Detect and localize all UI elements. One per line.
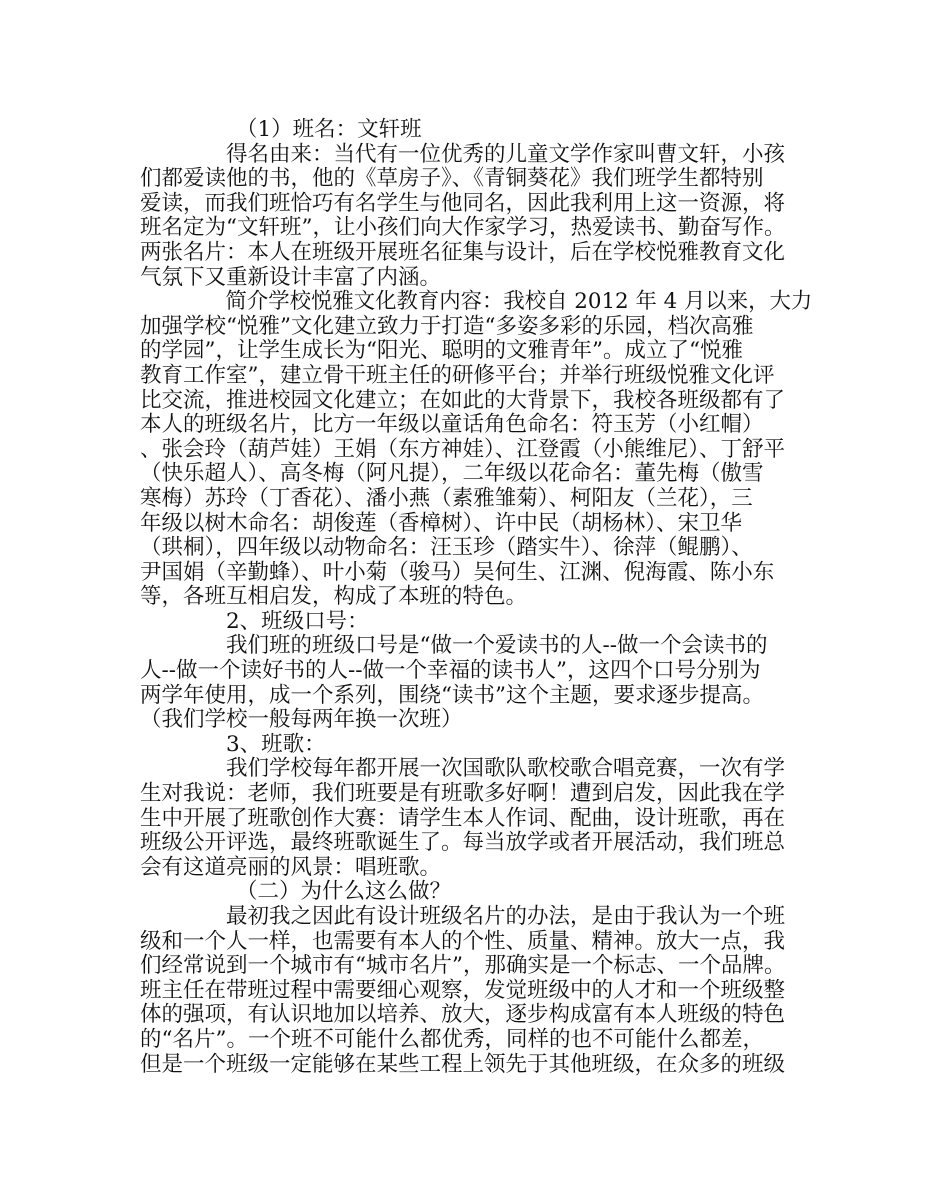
text-line: （我们学校一般每两年换一次班） — [140, 707, 463, 733]
text-line: 的“名片”。一个班不可能什么都优秀，同样的也不可能什么都差， — [140, 1026, 764, 1052]
text-line: 尹国娟（辛勤蜂）、叶小菊（骏马）吴何生、江渊、倪海霞、陈小东 — [140, 559, 775, 585]
text-line: 、张会玲（葫芦娃）王娟（东方神娃）、江登霞（小熊维尼）、丁舒平 — [140, 436, 786, 462]
text-line: 最初我之因此有设计班级名片的办法，是由于我认为一个班 — [226, 904, 786, 929]
document-body — [140, 118, 812, 1077]
text-line: 得名由来：当代有一位优秀的儿童文学作家叫曹文轩，小孩 — [226, 141, 786, 167]
text-line: 会有这道亮丽的风景：唱班歌。 — [140, 854, 442, 880]
text-line: 我们学校每年都开展一次国歌队歌校歌合唱竞赛，一次有学 — [226, 756, 786, 782]
text-line: 本人的班级名片，比方一年级以童话角色命名：符玉芳（小红帽） — [140, 412, 764, 438]
text-line: （1）班名：文轩班 — [236, 117, 422, 142]
text-line: 体的强项，有认识地加以培养、放大，逐步构成富有本人班级的特色 — [140, 1002, 786, 1028]
text-line: 加强学校“悦雅”文化建立致力于打造“多姿多彩的乐园，档次高雅 — [140, 313, 754, 339]
text-line: 简介学校悦雅文化教育内容：我校自 2012 年 4 月以来，大力 — [225, 289, 813, 315]
text-line: 班主任在带班过程中需要细心观察，发觉班级中的人才和一个班级整 — [140, 977, 786, 1003]
text-line: 班级公开评选，最终班歌诞生了。每当放学或者开展活动，我们班总 — [140, 830, 786, 856]
text-line: 的学园”，让学生成长为“阳光、聪明的文雅青年”。成立了“悦雅 — [140, 338, 743, 364]
text-line: 但是一个班级一定能够在某些工程上领先于其他班级，在众多的班级 — [140, 1051, 786, 1077]
text-line: 年级以树木命名：胡俊莲（香樟树）、许中民（胡杨林）、宋卫华 — [140, 510, 743, 536]
text-line: 等，各班互相启发，构成了本班的特色。 — [140, 584, 528, 610]
text-line: 生中开展了班歌创作大赛：请学生本人作词、配曲，设计班歌，再在 — [140, 805, 786, 831]
text-line: 两张名片：本人在班级开展班名征集与设计，后在学校悦雅教育文化 — [140, 239, 786, 265]
text-line: 们都爱读他的书，他的《草房子》、《青铜葵花》我们班学生都特别 — [140, 166, 764, 192]
text-line: 班名定为“文轩班”，让小孩们向大作家学习，热爱读书、勤奋写作。 — [140, 215, 786, 241]
text-line: 教育工作室”，建立骨干班主任的研修平台；并举行班级悦雅文化评 — [140, 362, 775, 388]
text-line: （珙桐），四年级以动物命名：汪玉珍（踏实牛）、徐萍（鲲鹏）、 — [140, 535, 753, 561]
text-line: 气氛下又重新设计丰富了内涵。 — [140, 264, 442, 290]
text-line: （二）为什么这么做？ — [236, 879, 452, 905]
text-line: 我们班的班级口号是“做一个爱读书的人--做一个会读书的 — [226, 633, 768, 659]
text-line: 人--做一个读好书的人--做一个幸福的读书人”，这四个口号分别为 — [140, 658, 761, 684]
text-line: 爱读，而我们班恰巧有名学生与他同名，因此我利用上这一资源，将 — [140, 190, 786, 216]
text-line: 们经常说到一个城市有“城市名片”，那确实是一个标志、一个品牌。 — [140, 953, 786, 979]
text-line: 两学年使用，成一个系列，围绕“读书”这个主题，要求逐步提高。 — [140, 682, 764, 708]
text-line: 级和一个人一样，也需要有本人的个性、质量、精神。放大一点，我 — [140, 928, 786, 954]
text-line: 生对我说：老师，我们班要是有班歌多好啊！遭到启发，因此我在学 — [140, 781, 786, 807]
text-line: 3、班歌： — [226, 731, 326, 757]
text-line: 寒梅）苏玲（丁香花）、潘小燕（素雅雏菊）、柯阳友（兰花），三 — [140, 485, 753, 511]
text-line: 2、班级口号： — [226, 608, 369, 634]
text-line: 比交流，推进校园文化建立；在如此的大背景下，我校各班级都有了 — [140, 387, 786, 413]
text-line: （快乐超人）、高冬梅（阿凡提），二年级以花命名：董先梅（傲雪 — [140, 461, 764, 487]
